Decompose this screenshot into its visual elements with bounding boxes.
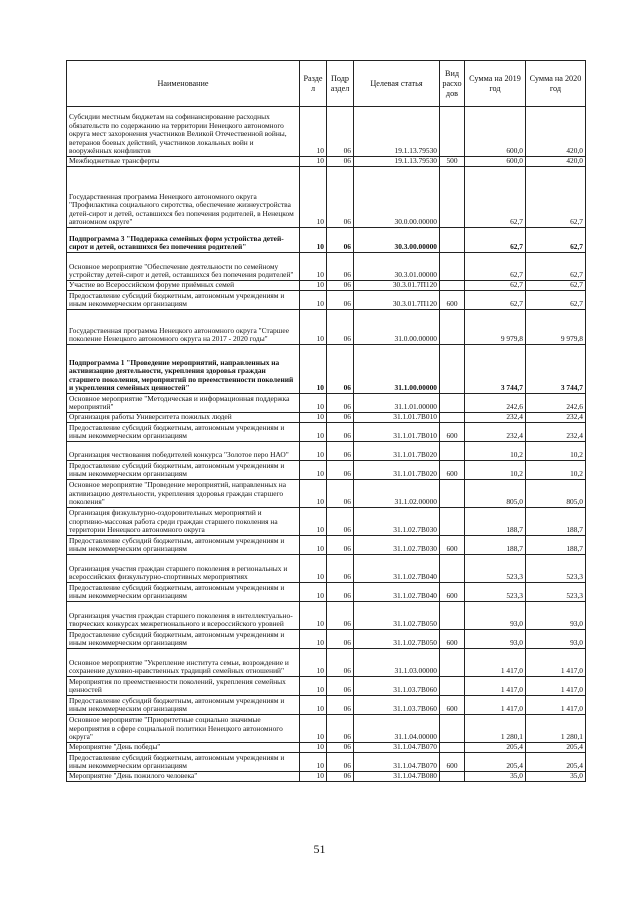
row-sum-2019: 1 417,0: [465, 649, 526, 677]
row-statya: 31.1.02.7В030: [354, 508, 440, 536]
row-sum-2020: 1 417,0: [526, 677, 586, 696]
row-statya: 30.3.01.7П120: [354, 291, 440, 310]
row-name: Государственная программа Ненецкого автономного округа "Профилактика социального сиротства, обеспечение жизнеустройства детей-сирот и детей, оставшихся без попечения родителей, в Ненецком автономном округе": [67, 167, 300, 228]
row-vid: [440, 413, 465, 423]
row-podrazdel: 06: [327, 602, 354, 630]
row-sum-2019: 188,7: [465, 508, 526, 536]
row-podrazdel: 06: [327, 310, 354, 345]
table-row: [67, 394, 586, 413]
row-statya: 31.1.03.7В060: [354, 696, 440, 715]
row-statya: 31.1.04.7В080: [354, 772, 440, 782]
row-sum-2020: 188,7: [526, 536, 586, 555]
row-podrazdel: 06: [327, 743, 354, 753]
row-razdel: 10: [300, 413, 327, 423]
table-row: [67, 480, 586, 508]
row-razdel: 10: [300, 743, 327, 753]
row-sum-2020: 420,0: [526, 157, 586, 167]
row-podrazdel: 06: [327, 649, 354, 677]
row-razdel: 10: [300, 228, 327, 253]
row-statya: 19.1.13.79530: [354, 107, 440, 157]
row-sum-2019: 3 744,7: [465, 345, 526, 394]
header-sum-2019: Сумма на 2019 год: [465, 61, 526, 107]
row-statya: 31.1.03.00000: [354, 649, 440, 677]
row-razdel: 10: [300, 583, 327, 602]
row-name: Основное мероприятие "Методическая и информационная поддержка мероприятий": [67, 394, 300, 413]
row-vid: [440, 480, 465, 508]
row-statya: 19.1.13.79530: [354, 157, 440, 167]
row-name: Участие во Всероссийском форуме приёмных семей: [67, 281, 300, 291]
row-razdel: 10: [300, 107, 327, 157]
row-vid: [440, 743, 465, 753]
row-sum-2020: 1 417,0: [526, 696, 586, 715]
row-sum-2019: 93,0: [465, 602, 526, 630]
row-statya: 31.0.00.00000: [354, 310, 440, 345]
row-podrazdel: 06: [327, 555, 354, 583]
row-name: Предоставление субсидий бюджетным, автономным учреждениям и иным некоммерческим организациям: [67, 583, 300, 602]
row-statya: 31.1.04.7В070: [354, 753, 440, 772]
table-row: [67, 442, 586, 461]
page-number: 51: [313, 842, 326, 856]
row-podrazdel: 06: [327, 536, 354, 555]
row-podrazdel: 06: [327, 696, 354, 715]
row-sum-2019: 62,7: [465, 253, 526, 281]
row-podrazdel: 06: [327, 753, 354, 772]
row-podrazdel: 06: [327, 677, 354, 696]
row-sum-2020: 1 280,1: [526, 715, 586, 743]
table-row: [67, 743, 586, 753]
row-podrazdel: 06: [327, 423, 354, 442]
row-vid: [440, 167, 465, 228]
row-razdel: 10: [300, 696, 327, 715]
row-razdel: 10: [300, 442, 327, 461]
row-name: Предоставление субсидий бюджетным, автономным учреждениям и иным некоммерческим организациям: [67, 630, 300, 649]
row-razdel: 10: [300, 253, 327, 281]
row-podrazdel: 06: [327, 253, 354, 281]
row-razdel: 10: [300, 281, 327, 291]
row-vid: [440, 677, 465, 696]
row-name: Подпрограмма 1 "Проведение мероприятий, направленных на активизацию деятельности, укрепления здоровья граждан старшего поколения, мероприятий по преемственности поколений и укрепления семейных ценностей": [67, 345, 300, 394]
row-sum-2020: 62,7: [526, 167, 586, 228]
row-sum-2019: 600,0: [465, 157, 526, 167]
row-vid: [440, 602, 465, 630]
row-razdel: 10: [300, 753, 327, 772]
row-sum-2019: 9 979,8: [465, 310, 526, 345]
row-name: Мероприятия по преемственности поколений, укрепления семейных ценностей: [67, 677, 300, 696]
row-name: Предоставление субсидий бюджетным, автономным учреждениям и иным некоммерческим организациям: [67, 753, 300, 772]
row-podrazdel: 06: [327, 107, 354, 157]
row-sum-2019: 10,2: [465, 461, 526, 480]
row-razdel: 10: [300, 649, 327, 677]
row-name: Организация физкультурно-оздоровительных мероприятий и спортивно-массовая работа среди граждан старшего поколения на территории Ненецкого автономного округа: [67, 508, 300, 536]
row-vid: [440, 394, 465, 413]
row-vid: [440, 442, 465, 461]
row-name: Организация участия граждан старшего поколения в региональных и всероссийских физкультурно-спортивных мероприятиях: [67, 555, 300, 583]
row-statya: 31.1.02.7В050: [354, 630, 440, 649]
table-row: [67, 228, 586, 253]
row-podrazdel: 06: [327, 508, 354, 536]
row-statya: 31.1.01.7В010: [354, 423, 440, 442]
row-vid: 600: [440, 583, 465, 602]
table-row: [67, 696, 586, 715]
row-podrazdel: 06: [327, 715, 354, 743]
row-sum-2019: 35,0: [465, 772, 526, 782]
row-name: Основное мероприятие "Проведение мероприятий, направленных на активизацию деятельности, укрепления здоровья граждан старшего поколения": [67, 480, 300, 508]
row-sum-2019: 188,7: [465, 536, 526, 555]
row-vid: 600: [440, 423, 465, 442]
row-vid: [440, 555, 465, 583]
table-header-row: [67, 61, 586, 107]
row-sum-2019: 62,7: [465, 291, 526, 310]
row-sum-2019: 62,7: [465, 228, 526, 253]
row-vid: [440, 281, 465, 291]
row-sum-2019: 205,4: [465, 753, 526, 772]
header-statya: Целевая статья: [354, 61, 440, 107]
row-sum-2019: 242,6: [465, 394, 526, 413]
row-sum-2020: 62,7: [526, 253, 586, 281]
row-podrazdel: 06: [327, 442, 354, 461]
header-podrazdel: Подр аздел: [327, 61, 354, 107]
table-row: [67, 715, 586, 743]
header-vid: Вид расхо дов: [440, 61, 465, 107]
row-sum-2020: 523,3: [526, 555, 586, 583]
row-statya: 31.1.02.00000: [354, 480, 440, 508]
row-razdel: 10: [300, 677, 327, 696]
row-vid: 600: [440, 291, 465, 310]
row-razdel: 10: [300, 508, 327, 536]
row-razdel: 10: [300, 291, 327, 310]
row-statya: 30.0.00.00000: [354, 167, 440, 228]
table-row: [67, 281, 586, 291]
row-vid: [440, 345, 465, 394]
row-sum-2019: 62,7: [465, 281, 526, 291]
row-razdel: 10: [300, 423, 327, 442]
row-podrazdel: 06: [327, 630, 354, 649]
row-name: Предоставление субсидий бюджетным, автономным учреждениям и иным некоммерческим организациям: [67, 423, 300, 442]
row-name: Подпрограмма 3 "Поддержка семейных форм устройства детей-сирот и детей, оставшихся без попечения родителей": [67, 228, 300, 253]
table-row: [67, 345, 586, 394]
row-sum-2020: 420,0: [526, 107, 586, 157]
row-sum-2019: 600,0: [465, 107, 526, 157]
row-razdel: 10: [300, 555, 327, 583]
row-statya: 31.1.04.00000: [354, 715, 440, 743]
table-row: [67, 291, 586, 310]
row-sum-2020: 1 417,0: [526, 649, 586, 677]
row-sum-2019: 10,2: [465, 442, 526, 461]
row-vid: 500: [440, 157, 465, 167]
table-row: [67, 413, 586, 423]
header-razdel: Разде л: [300, 61, 327, 107]
row-podrazdel: 06: [327, 228, 354, 253]
row-sum-2019: 523,3: [465, 555, 526, 583]
row-sum-2019: 523,3: [465, 583, 526, 602]
row-razdel: 10: [300, 394, 327, 413]
row-sum-2020: 9 979,8: [526, 310, 586, 345]
row-name: Организация работы Университета пожилых людей: [67, 413, 300, 423]
row-sum-2020: 10,2: [526, 461, 586, 480]
row-name: Основное мероприятие "Приоритетные социально значимые мероприятия в сфере социальной политики Ненецкого автономного округа": [67, 715, 300, 743]
row-statya: 31.1.01.7В020: [354, 461, 440, 480]
table-row: [67, 310, 586, 345]
row-sum-2020: 232,4: [526, 413, 586, 423]
row-name: Предоставление субсидий бюджетным, автономным учреждениям и иным некоммерческим организациям: [67, 536, 300, 555]
row-vid: 600: [440, 630, 465, 649]
row-statya: 31.1.02.7В040: [354, 583, 440, 602]
row-name: Предоставление субсидий бюджетным, автономным учреждениям и иным некоммерческим организациям: [67, 461, 300, 480]
row-statya: 30.3.00.00000: [354, 228, 440, 253]
row-razdel: 10: [300, 602, 327, 630]
row-vid: [440, 649, 465, 677]
row-razdel: 10: [300, 167, 327, 228]
table-row: [67, 423, 586, 442]
row-razdel: 10: [300, 630, 327, 649]
row-sum-2020: 93,0: [526, 630, 586, 649]
row-sum-2019: 93,0: [465, 630, 526, 649]
row-sum-2020: 93,0: [526, 602, 586, 630]
row-sum-2019: 1 280,1: [465, 715, 526, 743]
row-statya: 31.1.02.7В040: [354, 555, 440, 583]
row-razdel: 10: [300, 536, 327, 555]
table-row: [67, 107, 586, 157]
row-razdel: 10: [300, 772, 327, 782]
row-vid: 600: [440, 753, 465, 772]
row-statya: 30.3.01.00000: [354, 253, 440, 281]
table-row: [67, 157, 586, 167]
table-row: [67, 602, 586, 630]
row-sum-2020: 10,2: [526, 442, 586, 461]
header-sum-2020: Сумма на 2020 год: [526, 61, 586, 107]
row-statya: 31.1.00.00000: [354, 345, 440, 394]
row-podrazdel: 06: [327, 461, 354, 480]
row-vid: 600: [440, 461, 465, 480]
row-vid: [440, 228, 465, 253]
row-vid: 600: [440, 696, 465, 715]
row-podrazdel: 06: [327, 157, 354, 167]
row-statya: 31.1.02.7В030: [354, 536, 440, 555]
row-statya: 31.1.03.7В060: [354, 677, 440, 696]
row-razdel: 10: [300, 345, 327, 394]
table-row: [67, 555, 586, 583]
row-sum-2019: 1 417,0: [465, 696, 526, 715]
row-podrazdel: 06: [327, 345, 354, 394]
row-podrazdel: 06: [327, 394, 354, 413]
row-podrazdel: 06: [327, 772, 354, 782]
row-statya: 31.1.04.7В070: [354, 743, 440, 753]
row-name: Субсидии местным бюджетам на софинансирование расходных обязательств по содержанию на территории Ненецкого автономного округа мест захоронения участников Великой Отечественной войны, ветеранов боевых действий, участников локальных войн и вооружённых конфликтов: [67, 107, 300, 157]
row-sum-2020: 62,7: [526, 291, 586, 310]
row-sum-2019: 232,4: [465, 423, 526, 442]
row-vid: [440, 715, 465, 743]
row-name: Основное мероприятие "Укрепление института семьи, возрождение и сохранение духовно-нравственных традиций семейных отношений": [67, 649, 300, 677]
row-statya: 31.1.01.00000: [354, 394, 440, 413]
table-row: [67, 536, 586, 555]
row-sum-2020: 3 744,7: [526, 345, 586, 394]
table-row: [67, 167, 586, 228]
row-sum-2020: 205,4: [526, 753, 586, 772]
table-row: [67, 772, 586, 782]
row-vid: 600: [440, 536, 465, 555]
table-row: [67, 461, 586, 480]
row-statya: 31.1.01.7В020: [354, 442, 440, 461]
row-podrazdel: 06: [327, 413, 354, 423]
row-name: Организация чествования победителей конкурса "Золотое перо НАО": [67, 442, 300, 461]
row-sum-2020: 205,4: [526, 743, 586, 753]
row-vid: [440, 772, 465, 782]
table-row: [67, 753, 586, 772]
row-name: Основное мероприятие "Обеспечение деятельности по семейному устройству детей-сирот и детей, оставшихся без попечения родителей": [67, 253, 300, 281]
row-vid: [440, 310, 465, 345]
header-name: Наименование: [67, 61, 300, 107]
table-row: [67, 253, 586, 281]
row-statya: 30.3.01.7П120: [354, 281, 440, 291]
table-body: [67, 107, 586, 782]
row-razdel: 10: [300, 461, 327, 480]
table-row: [67, 649, 586, 677]
row-sum-2020: 35,0: [526, 772, 586, 782]
row-sum-2020: 62,7: [526, 228, 586, 253]
row-razdel: 10: [300, 157, 327, 167]
row-statya: 31.1.02.7В050: [354, 602, 440, 630]
row-name: Мероприятие "День победы": [67, 743, 300, 753]
row-podrazdel: 06: [327, 291, 354, 310]
row-sum-2020: 232,4: [526, 423, 586, 442]
row-statya: 31.1.01.7В010: [354, 413, 440, 423]
row-sum-2019: 1 417,0: [465, 677, 526, 696]
row-sum-2019: 232,4: [465, 413, 526, 423]
row-name: Мероприятие "День пожилого человека": [67, 772, 300, 782]
row-vid: [440, 508, 465, 536]
row-name: Предоставление субсидий бюджетным, автономным учреждениям и иным некоммерческим организациям: [67, 696, 300, 715]
row-sum-2019: 205,4: [465, 743, 526, 753]
row-name: Организация участия граждан старшего поколения в интеллектуально-творческих конкурсах межрегионального и всероссийского уровней: [67, 602, 300, 630]
row-podrazdel: 06: [327, 583, 354, 602]
budget-table: [66, 60, 586, 782]
row-sum-2020: 242,6: [526, 394, 586, 413]
row-vid: [440, 253, 465, 281]
table-row: [67, 508, 586, 536]
row-razdel: 10: [300, 480, 327, 508]
row-sum-2020: 805,0: [526, 480, 586, 508]
row-razdel: 10: [300, 310, 327, 345]
table-row: [67, 583, 586, 602]
row-podrazdel: 06: [327, 281, 354, 291]
table-row: [67, 677, 586, 696]
row-sum-2020: 188,7: [526, 508, 586, 536]
row-sum-2020: 62,7: [526, 281, 586, 291]
row-name: Межбюджетные трансферты: [67, 157, 300, 167]
row-sum-2019: 805,0: [465, 480, 526, 508]
row-sum-2019: 62,7: [465, 167, 526, 228]
row-podrazdel: 06: [327, 167, 354, 228]
row-name: Государственная программа Ненецкого автономного округа "Старшее поколение Ненецкого автономного округа на 2017 - 2020 годы": [67, 310, 300, 345]
row-podrazdel: 06: [327, 480, 354, 508]
row-sum-2020: 523,3: [526, 583, 586, 602]
table-row: [67, 630, 586, 649]
row-vid: [440, 107, 465, 157]
row-razdel: 10: [300, 715, 327, 743]
row-name: Предоставление субсидий бюджетным, автономным учреждениям и иным некоммерческим организациям: [67, 291, 300, 310]
